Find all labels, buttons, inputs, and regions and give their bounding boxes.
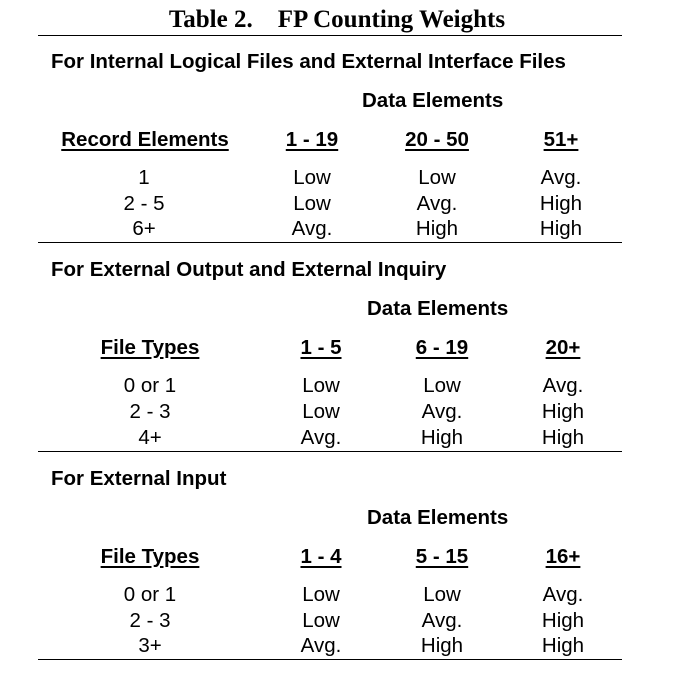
table-cell: Low [423,583,461,606]
table-cell: Low [293,192,331,215]
table-cell: Avg. [421,400,463,423]
table-cell: High [541,609,585,632]
row-label: 2 - 3 [129,609,171,632]
table-cell: Low [302,374,340,397]
table-cell: High [420,634,464,657]
row-label: 2 - 3 [129,400,171,423]
table-cell: Low [302,609,340,632]
table-cell: Avg. [542,583,584,606]
column-header: 5 - 15 [415,545,469,568]
row-header: Record Elements [61,128,229,151]
table-title: Table 2. FP Counting Weights [168,6,506,33]
table-cell: High [541,400,585,423]
table-cell: High [415,217,459,240]
column-header: 20 - 50 [405,128,469,151]
column-header: 1 - 19 [285,128,339,151]
section-rule [38,242,622,243]
row-label: 6+ [132,217,156,240]
table-cell: High [420,426,464,449]
table-cell: Avg. [542,374,584,397]
row-label: 0 or 1 [123,374,177,397]
table-cell: Low [418,166,456,189]
row-label: 2 - 5 [123,192,165,215]
row-header: File Types [100,545,200,568]
table-cell: High [541,634,585,657]
table-cell: High [539,217,583,240]
row-label: 0 or 1 [123,583,177,606]
section-rule [38,451,622,452]
column-header: 51+ [543,128,579,151]
table-cell: High [541,426,585,449]
table-cell: Avg. [421,609,463,632]
row-label: 3+ [138,634,162,657]
table-cell: Low [293,166,331,189]
title-rule [38,35,622,36]
data-elements-label: Data Elements [362,89,504,112]
table-cell: Avg. [540,166,582,189]
row-header: File Types [100,336,200,359]
column-header: 20+ [545,336,581,359]
column-header: 1 - 5 [300,336,342,359]
column-header: 16+ [545,545,581,568]
section-rule [38,659,622,660]
section-heading: For External Input [51,467,227,490]
section-heading: For Internal Logical Files and External Interface Files [51,50,566,73]
section-heading: For External Output and External Inquiry [51,258,447,281]
table-cell: Low [302,400,340,423]
column-header: 1 - 4 [300,545,342,568]
table-cell: Avg. [416,192,458,215]
table-cell: High [539,192,583,215]
table-cell: Avg. [300,634,342,657]
row-label: 4+ [138,426,162,449]
data-elements-label: Data Elements [367,506,509,529]
table-cell: Low [302,583,340,606]
table-cell: Avg. [291,217,333,240]
row-label: 1 [138,166,150,189]
table-cell: Low [423,374,461,397]
column-header: 6 - 19 [415,336,469,359]
table-cell: Avg. [300,426,342,449]
data-elements-label: Data Elements [367,297,509,320]
